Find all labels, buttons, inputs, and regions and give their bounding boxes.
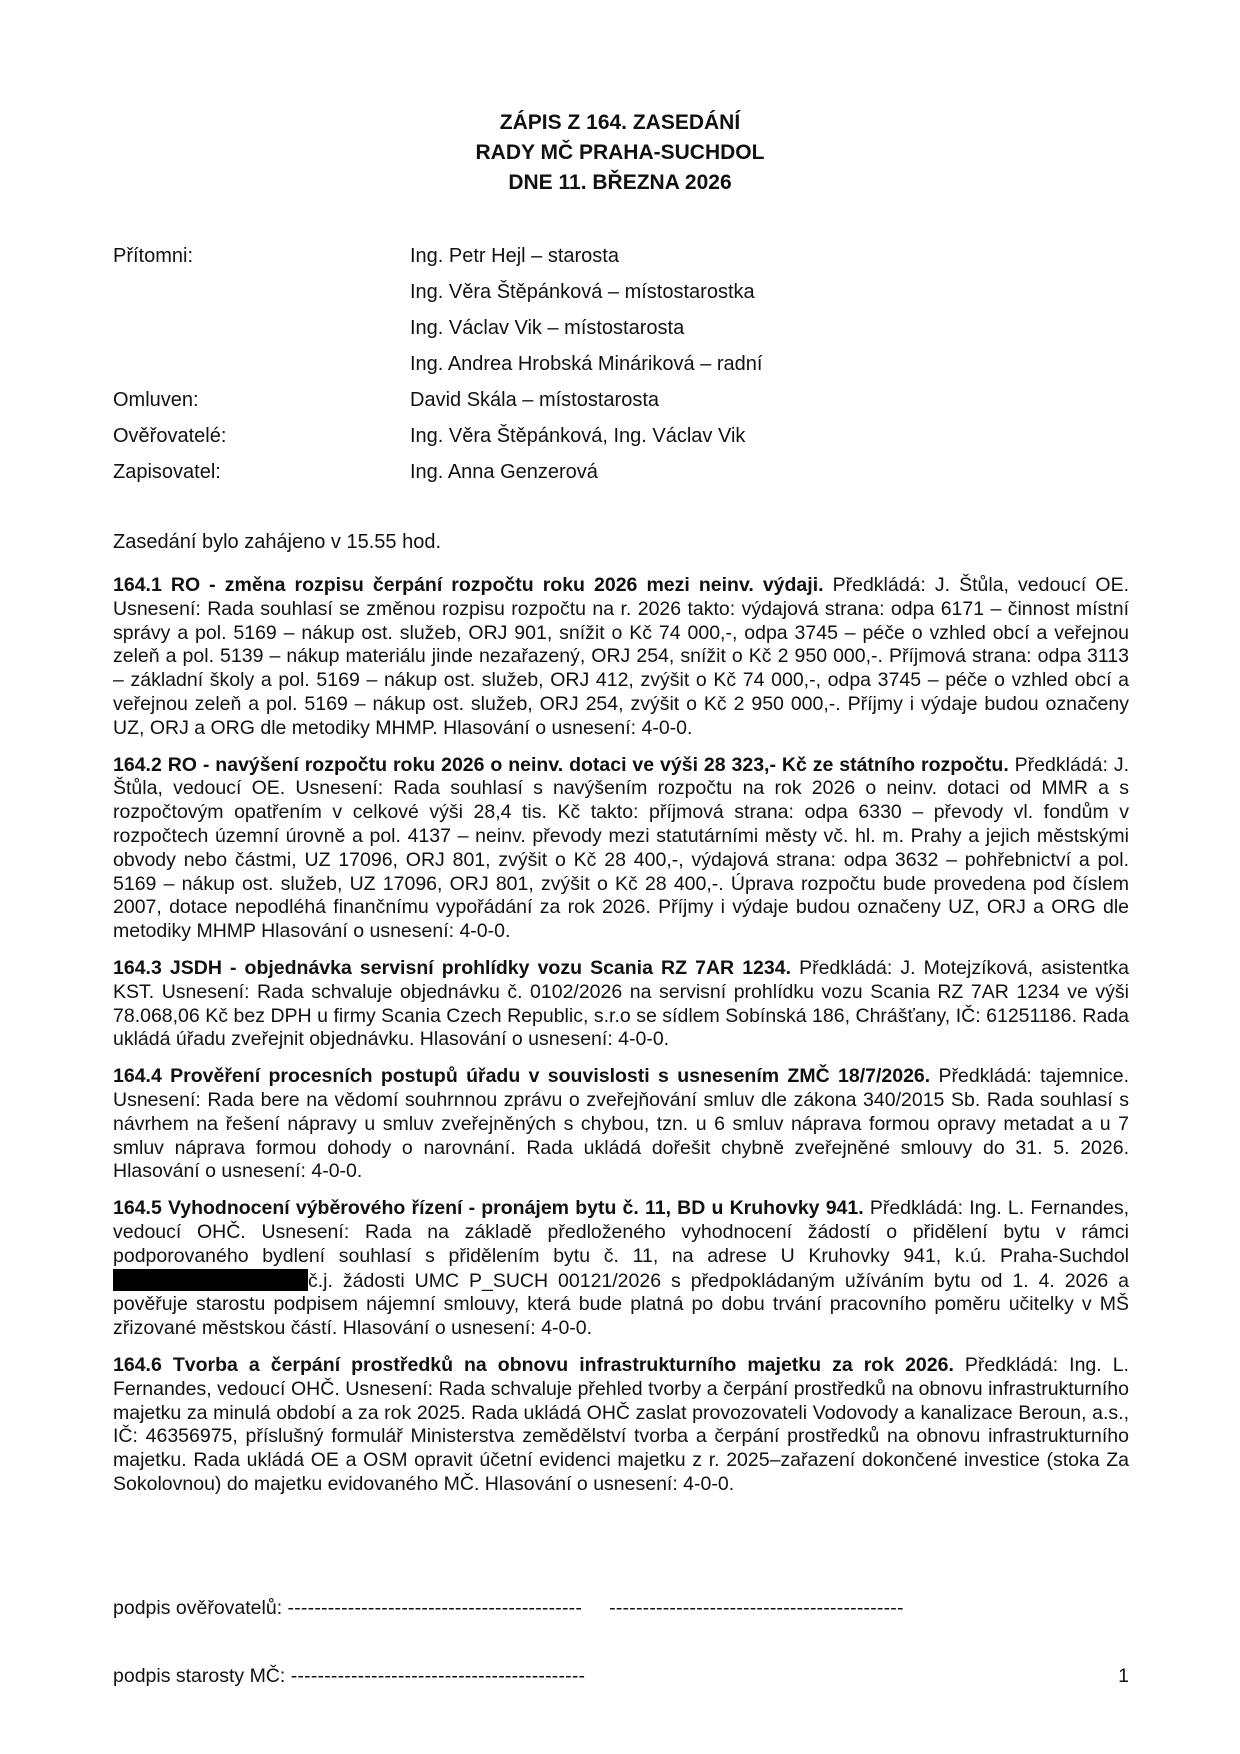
signature-line: -------------------------------------------- — [287, 1597, 583, 1619]
present-row — [113, 274, 762, 310]
agenda-item-body: č.j. žádosti UMC P_SUCH 00121/2026 s předpokládaným užíváním bytu od 1. 4. 2026 a pověřuje starostu podpisem nájemní smlouvy, která bude platná po dobu trvání pracovního poměru učitelky v MŠ zřizované městskou částí. Hlasování o usnesení: 4-0-0. — [113, 1269, 1129, 1340]
title-line-1: ZÁPIS Z 164. ZASEDÁNÍ — [499, 111, 741, 134]
present-row — [113, 310, 762, 346]
agenda-item-body: Předkládá: Ing. L. Fernandes, vedoucí OHČ. Usnesení: Rada na základě předloženého vyhodnocení žádostí o přidělení bytu v rámci podporovaného bydlení souhlasí s přidělením bytu č. 11, na adrese U Kruhovky 941, k.ú. Praha-Suchdol — [113, 1197, 1130, 1267]
present-row — [113, 346, 762, 382]
agenda-item — [113, 1065, 1129, 1184]
agenda-item — [113, 1354, 1129, 1497]
agenda-item-body: Předkládá: J. Štůla, vedoucí OE. Usnesení: Rada souhlasí se změnou rozpisu rozpočtu na r. 2026 takto: výdajová strana: odpa 6171 – činnost místní správy a pol. 5169 – nákup ost. služeb, ORJ 901, snížit o Kč 74 000,-, odpa 3745 – péče o vzhled obcí a veřejnou zeleň a pol. 5139 – nákup materiálu jinde nezařazený, ORJ 254, snížit o Kč 2 950 000,-. Příjmová strana: odpa 3113 – základní školy a pol. 5169 – nákup ost. služeb, ORJ 412, zvýšit o Kč 74 000,-, odpa 3745 – péče o vzhled obcí a veřejnou zeleň a pol. 5169 – nákup ost. služeb, ORJ 254, zvýšit o Kč 2 950 000,-. Příjmy i výdaje budou označeny UZ, ORJ a ORG dle metodiky MHMP. Hlasování o usnesení: 4-0-0. — [113, 574, 1129, 739]
present-label: Přítomni: — [113, 244, 194, 267]
agenda-item-body: Předkládá: Ing. L. Fernandes, vedoucí OHČ. Usnesení: Rada schvaluje přehled tvorby a čerpání prostředků na obnovu infrastrukturního majetku za minulá období a za rok 2025. Rada ukládá OHČ zaslat provozovateli Vodovody a kanalizace Beroun, a.s., IČ: 46356975, příslušný formulář Ministerstva zemědělství tvorba a čerpání prostředků na obnovu infrastrukturního majetku. Rada ukládá OE a OSM opravit účetní evidenci majetku z r. 2025–zařazení dokončené investice (stoka Za Sokolovnou) do majetku evidovaného MČ. Hlasování o usnesení: 4-0-0. — [113, 1353, 1129, 1495]
signature-line: -------------------------------------------- — [290, 1665, 586, 1687]
opening-statement: Zasedání bylo zahájeno v 15.55 hod. — [113, 531, 442, 553]
excused-label: Omluven: — [113, 388, 199, 411]
agenda-item-body: Předkládá: J. Motejzíková, asistentka KST. Usnesení: Rada schvaluje objednávku č. 0102/2026 na servisní prohlídku vozu Scania RZ 7AR 1234 ve výši 78.068,06 Kč bez DPH u firmy Scania Czech Republic, s.r.o se sídlem Sobínská 186, Chrášťany, IČ: 61251186. Rada ukládá úřadu zveřejnit objednávku. Hlasování o usnesení: 4-0-0. — [113, 956, 1129, 1051]
agenda-item-title: 164.6 Tvorba a čerpání prostředků na obnovu infrastrukturního majetku za rok 2026. — [113, 1353, 954, 1376]
verifiers-names: Ing. Věra Štěpánková, Ing. Václav Vik — [410, 424, 746, 447]
verifiers-row — [113, 418, 762, 454]
mayor-signature-row — [113, 1665, 1129, 1693]
page-number: 1 — [1118, 1665, 1129, 1687]
agenda-item-title: 164.2 RO - navýšení rozpočtu roku 2026 o neinv. dotaci ve výši 28 323,- Kč ze státního rozpočtu. — [113, 753, 1009, 776]
agenda-item-title: 164.3 JSDH - objednávka servisní prohlídky vozu Scania RZ 7AR 1234. — [113, 956, 791, 979]
present-member: Ing. Petr Hejl – starosta — [410, 244, 619, 267]
redaction-bar — [113, 1269, 308, 1291]
agenda-item-title: 164.1 RO - změna rozpisu čerpání rozpočtu roku 2026 mezi neinv. výdaji. — [113, 574, 824, 596]
agenda-item-title: 164.5 Vyhodnocení výběrového řízení - pronájem bytu č. 11, BD u Kruhovky 941. — [113, 1197, 864, 1220]
verifiers-signature-row — [113, 1597, 1129, 1625]
excused-row — [113, 382, 762, 418]
signature-section — [113, 1597, 1129, 1693]
title-line-2: RADY MČ PRAHA-SUCHDOL — [475, 141, 765, 164]
title-line-3: DNE 11. BŘEZNA 2026 — [508, 171, 732, 194]
agenda-item — [113, 754, 1129, 944]
attendance-section — [113, 238, 762, 490]
verifiers-label: Ověřovatelé: — [113, 424, 227, 447]
present-member: Ing. Andrea Hrobská Mináriková – radní — [410, 352, 763, 375]
verifiers-signature-label: podpis ověřovatelů: — [113, 1597, 283, 1619]
present-member: Ing. Věra Štěpánková – místostarostka — [410, 280, 755, 303]
present-member: Ing. Václav Vik – místostarosta — [410, 316, 685, 339]
signature-line: -------------------------------------------- — [609, 1597, 904, 1619]
document-title — [0, 108, 1240, 198]
recorder-row — [113, 454, 762, 490]
agenda-item-body: Předkládá: J. Štůla, vedoucí OE. Usnesení: Rada souhlasí s navýšením rozpočtu na rok 2026 o neinv. dotaci od MMR a s rozpočtovým opatřením v celkové výši 28,4 tis. Kč takto: příjmová strana: odpa 6330 – převody vl. fondům v rozpočtech územní úrovně a pol. 4137 – neinv. převody mezi statutárními městy vč. hl. m. Prahy a jejich městskými obvody nebo částmi, UZ 17096, ORJ 801, zvýšit o Kč 28 400,-, výdajová strana: odpa 3632 – pohřebnictví a pol. 5169 – nákup ost. služeb, UZ 17096, ORJ 801, zvýšit o Kč 28 400,-. Úprava rozpočtu bude provedena pod číslem 2007, dotace nepodléhá finančnímu vypořádání za rok 2026. Příjmy i výdaje budou označeny UZ, ORJ a ORG dle metodiky MHMP Hlasování o usnesení: 4-0-0. — [113, 753, 1129, 943]
mayor-signature-label: podpis starosty MČ: — [113, 1665, 286, 1687]
agenda-item — [113, 1197, 1129, 1341]
agenda-item-title: 164.4 Prověření procesních postupů úřadu v souvislosti s usnesením ZMČ 18/7/2026. — [113, 1065, 931, 1088]
recorder-name: Ing. Anna Genzerová — [410, 460, 598, 483]
present-row — [113, 238, 762, 274]
agenda-items — [113, 574, 1129, 1510]
recorder-label: Zapisovatel: — [113, 460, 221, 483]
agenda-item — [113, 574, 1129, 741]
excused-member: David Skála – místostarosta — [410, 388, 659, 411]
agenda-item — [113, 957, 1129, 1052]
agenda-item-body: Předkládá: tajemnice. Usnesení: Rada bere na vědomí souhrnnou zprávu o zveřejňování smluv dle zákona 340/2015 Sb. Rada souhlasí s návrhem na řešení nápravy u smluv zveřejněných s chybou, tzn. u 6 smluv náprava formou opravy metadat a u 7 smluv náprava formou dohody o narovnání. Rada ukládá dořešit chybně zveřejněné smlouvy do 31. 5. 2026. Hlasování o usnesení: 4-0-0. — [113, 1065, 1130, 1183]
